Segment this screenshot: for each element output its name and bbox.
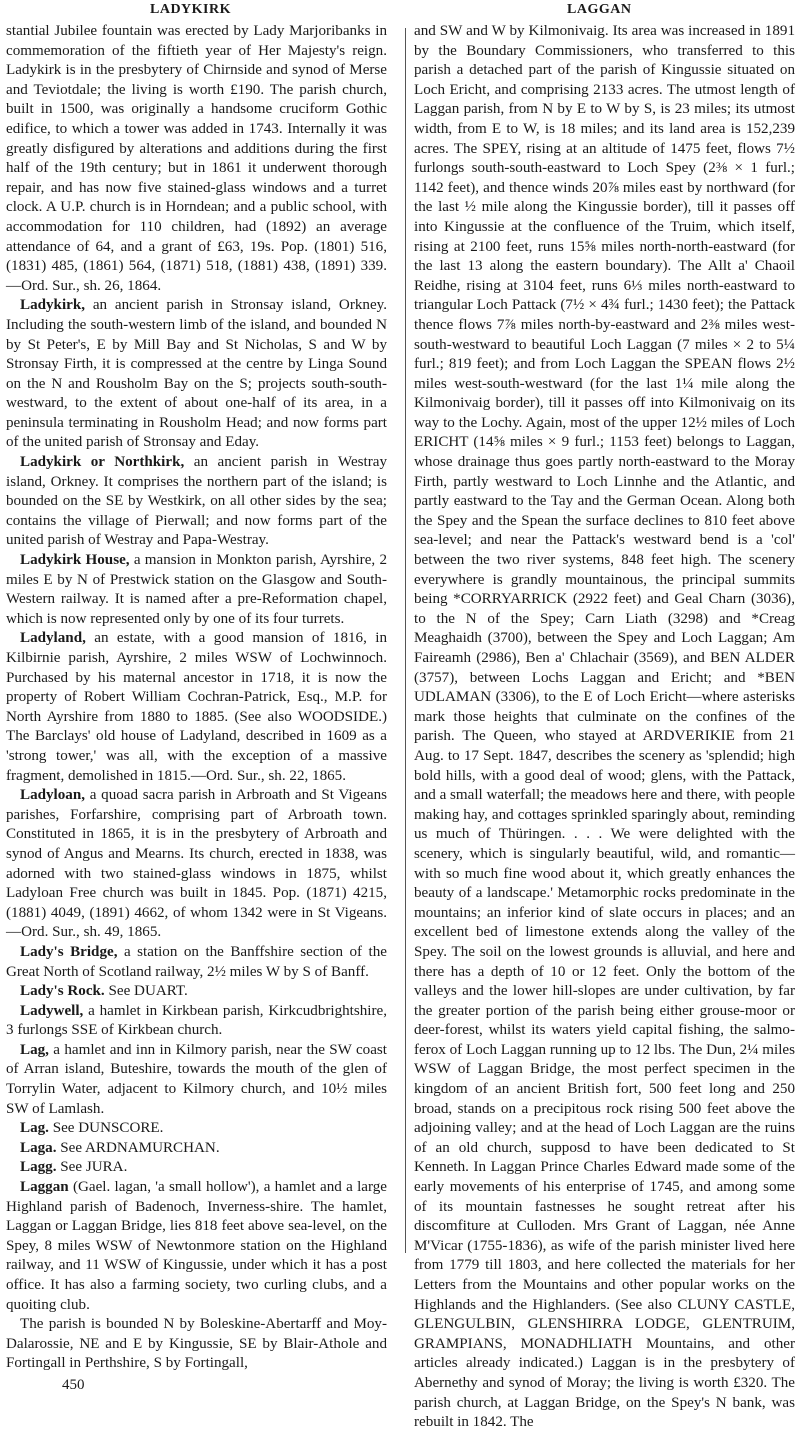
entry-ladys-bridge [6,943,387,982]
entry-heading: Ladykirk or Northkirk, [20,454,185,471]
entry-laga [6,1139,387,1159]
page-number: 450 [62,1376,85,1393]
entry-text: a hamlet and inn in Kilmory parish, near the SW coast of Arran island, Buteshire, towards the mouth of the glen of Torrylin Water, adjacent to Kilmory church, and 10½ miles SW of Lamlash. [6,1041,387,1117]
entry-heading: Ladywell, [20,1002,84,1019]
entry-laggan [6,1178,387,1315]
entry-paragraph [6,1315,387,1374]
right-column [414,22,795,1433]
entry-heading: Laggan [20,1179,69,1196]
entry-ladywell [6,1002,387,1041]
entry-paragraph [414,22,795,1433]
entry-text: See JURA. [56,1159,128,1176]
entry-text: See ARDNAMURCHAN. [56,1139,220,1156]
entry-text: an ancient parish in Stronsay island, Orkney. Including the south-western limb of the island, and bounded N by St Peter's, E by Mill Bay and St Nicholas, S and W by Stronsay Firth, it is compressed at the centre by Linga Sound on the N and Rousholm Bay on the S; projects south-south-westward, to the extent of about one-half of its area, in a peninsula terminating in Rousholm Head; and now forms part of the united parish of Stronsay and Eday. [6,297,387,451]
entry-heading: Lady's Bridge, [20,943,118,960]
running-head-right: LAGGAN [567,2,632,17]
entry-text: See DUART. [104,983,188,1000]
entry-paragraph [6,22,387,296]
entry-ladykirk-stronsay [6,296,387,453]
entry-ladyloan [6,786,387,943]
entry-text: See DUNSCORE. [48,1120,164,1137]
entry-heading: Ladykirk, [20,297,86,314]
running-head-left: LADYKIRK [150,2,232,17]
entry-heading: Ladyloan, [20,787,86,804]
entry-heading: Ladyland, [20,630,86,647]
entry-text: stantial Jubilee fountain was erected by Lady Marjoribanks in commemoration of the fiftieth year of Her Majesty's reign. Ladykirk is in the presbytery of Chirnside and synod of Merse and Teviotdale; the living is worth £190. The parish church, built in 1500, was originally a handsome cruciform Gothic edifice, to which a tower was added in 1743. Internally it was greatly disfigured by alterations and additions during the first half of the 19th century; but in 1861 it underwent thorough repair, and has now five stained-glass windows and a turret clock. A U.P. church is in Horndean; and a public school, with accommodation for 110 children, had (1892) an average attendance of 64, and a grant of £63, 19s. Pop. (1801) 516, (1831) 485, (1861) 564, (1871) 518, (1881) 438, (1891) 339.—Ord. Sur., sh. 26, 1864. [6,23,387,294]
entry-text: an ancient parish in Westray island, Orkney. It comprises the northern part of the island; is bounded on the SE by Westkirk, on all other sides by the sea; contains the village of Pierwall; and now forms part of the united parish of Westray and Papa-Westray. [6,454,388,549]
entry-heading: Ladykirk House, [20,552,130,569]
entry-lag-dunscore [6,1119,387,1139]
entry-text: an estate, with a good mansion of 1816, in Kilbirnie parish, Ayrshire, 2 miles WSW of Lochwinnoch. Purchased by his maternal ancestor in 1718, it is now the property of Robert William Cochran-Patrick, Esq., M.P. for North Ayrshire from 1880 to 1885. (See also WOODSIDE.) The Barclays' old house of Ladyland, described in 1609 as a 'strong tower,' was all, with the exception of a massive fragment, demolished in 1815.—Ord. Sur., sh. 22, 1865. [6,630,387,784]
entry-ladyland [6,629,387,786]
entry-heading: Lag, [20,1041,49,1058]
entry-ladys-rock [6,982,387,1002]
column-divider [405,28,406,1253]
entry-text: a quoad sacra parish in Arbroath and St Vigeans parishes, Forfarshire, comprising part of Arbroath town. Constituted in 1865, it is in the presbytery of Arbroath and synod of Angus and Mearns. Its church, erected in 1838, was adorned with two stained-glass windows in 1875, whilst Ladyloan Free church was built in 1845. Pop. (1871) 4215, (1881) 4049, (1891) 4662, of whom 1342 were in St Vigeans.—Ord. Sur., sh. 49, 1865. [6,787,387,941]
entry-heading: Lag. [20,1120,49,1137]
entry-text: a station on the Banffshire section of the Great North of Scotland railway, 2½ miles W by S of Banff. [6,943,387,980]
entry-ladykirk-northkirk [6,453,387,551]
entry-heading: Lady's Rock. [20,983,105,1000]
entry-text: and SW and W by Kilmonivaig. Its area was increased in 1891 by the Boundary Commissioners, who transferred to this parish a detached part of the parish of Kingussie situated on Loch Ericht, and comprising 2133 acres. The utmost length of Laggan parish, from N by E to W by S, is 23 miles; its utmost width, from E to W, is 18 miles; and its land area is 152,239 acres. The SPEY, rising at an altitude of 1475 feet, flows 7½ furlongs south-south-eastward to Loch Spey (2⅜ × 1 furl.; 1142 feet), and thence winds 20⅞ miles east by northward (for the last ½ mile along the Kingussie border), till it passes off into Kingussie at the confluence of the Truim, which itself, rising at 2100 feet, runs 15⅝ miles north-north-eastward (for the last 13 along the eastern boundary). The Allt a' Chaoil Reidhe, rising at 3104 feet, runs 6⅓ miles north-eastward to triangular Loch Pattack (7½ × 4¾ furl.; 1430 feet); the Pattack thence flows 7⅞ miles north-by-eastward and 2⅜ miles west-south-westward to beautiful Loch Laggan (7 miles × 2 to 5¼ furl.; 819 feet); and from Loch Laggan the SPEAN flows 2½ miles west-south-westward (for the last 1¼ mile along the Kilmonivaig border), till it passes off into Kilmonivaig on its way to the Lochy. Again, most of the upper 12½ miles of Loch ERICHT (14⅝ miles × 9 furl.; 1153 feet) belongs to Laggan, whose drainage thus goes partly north-eastward to the Moray Firth, partly westward to Loch Linnhe and the Atlantic, and partly eastward to the Tay and the German Ocean. Along both the Spey and the Spean the surface declines to 810 feet above sea-level; and near the Pattack's westward bend is a 'col' between the two river systems, 848 feet high. The scenery everywhere is grandly mountainous, the principal summits being *CORRYARRICK (2922 feet) and Geal Charn (3036), to the N of the Spey; Carn Liath (3298) and *Creag Meaghaidh (3700), between the Spey and Loch Laggan; Am Faireamh (2986), Ben a' Chlachair (3569), and BEN ALDER (3757), between Lochs Laggan and Ericht; and *BEN UDLAMAN (3306), to the E of Loch Ericht—where asterisks mark those heights that culminate on the confines of the parish. The Queen, who stayed at ARDVERIKIE from 21 Aug. to 17 Sept. 1847, describes the scenery as 'splendid; high bold hills, with a good deal of wood; glens, with the Pattack, and a small waterfall; the meadows here and there, with people making hay, and cottages sprinkled sparingly about, reminding us much of Thüringen. . . . We were delighted with the scenery, which is singularly beautiful, wild, and romantic—with so much fine wood about it, which greatly enhances the beauty of a landscape.' Metamorphic rocks predominate in the mountains; an inferior kind of slate occurs in places; and an excellent bed of limestone extends along the valley of the Spey. The soil on the lowest grounds is alluvial, and here and there has a depth of 10 or 12 feet. Only the bottom of the valleys and the lower hill-slopes are under cultivation, by far the greater portion of the parish being either grouse-moor or deer-forest, whilst its waters yield capital fishing, the salmo-ferox of Loch Laggan running up to 12 lbs. The Dun, 2¼ miles WSW of Laggan Bridge, the most perfect specimen in the kingdom of an ancient British fort, 500 feet long and 250 broad, stands on a precipitous rock rising 500 feet above the adjoining valley; and at the head of Loch Laggan are the ruins of an old church, supposd to have been dedicated to St Kenneth. In Laggan Prince Charles Edward made some of the early movements of his enterprise of 1745, and among some of its mountain fastnesses he sought retreat after his discomfiture at Culloden. Mrs Grant of Laggan, née Anne M'Vicar (1755-1836), as wife of the parish minister lived here from 1779 till 1803, and here collected the materials for her Letters from the Mountains and other popular works on the Highlands and the Highlanders. (See also CLUNY CASTLE, GLENGULBIN, GLENSHIRRA LODGE, GLENTRUIM, GRAMPIANS, MONADHLIATH Mountains, and other articles already indicated.) Laggan is in the presbytery of Abernethy and synod of Moray; the living is worth £320. The parish church, at Laggan Bridge, on the Spey's N bank, was rebuilt in 1842. The [414,23,795,1431]
entry-heading: Laga. [20,1139,57,1156]
entry-text: (Gael. lagan, 'a small hollow'), a hamlet and a large Highland parish of Badenoch, Inverness-shire. The hamlet, Laggan or Laggan Bridge, lies 818 feet above sea-level, on the Spey, 8 miles WSW of Newtonmore station on the Highland railway, and 11 WSW of Kingussie, under which it has a post office. It has also a farming society, two curling clubs, and a quoiting club. [6,1179,387,1313]
entry-text: The parish is bounded N by Boleskine-Abertarff and Moy-Dalarossie, NE and E by Kingussie, SE by Blair-Athole and Fortingall in Perthshire, S by Fortingall, [6,1316,387,1372]
left-column [6,22,387,1394]
entry-text: a hamlet in Kirkbean parish, Kirkcudbrightshire, 3 furlongs SSE of Kirkbean church. [6,1002,387,1039]
entry-heading: Lagg. [20,1159,57,1176]
entry-lagg [6,1158,387,1178]
entry-text: a mansion in Monkton parish, Ayrshire, 2 miles E by N of Prestwick station on the Glasgow and South-Western railway. It is named after a pre-Reformation chapel, which is now represented only by one of its four turrets. [6,552,387,627]
entry-ladykirk-house [6,551,387,629]
entry-lag-kilmory [6,1041,387,1119]
